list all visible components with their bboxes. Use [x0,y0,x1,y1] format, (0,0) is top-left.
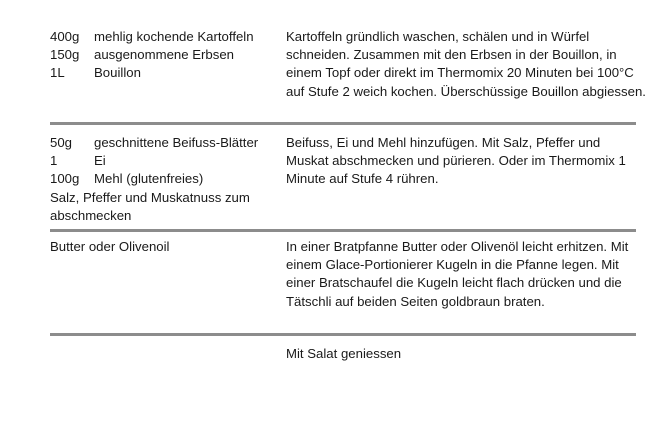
ingredient-quantity: 1 [50,153,58,169]
ingredient-quantity: 150g [50,47,80,63]
ingredient-row [50,152,278,170]
ingredient-quantity: 1L [50,65,65,81]
instruction-step: Beifuss, Ei und Mehl hinzufügen. Mit Salz, Pfeffer und Muskat abschmecken und pürieren. Oder im Thermomix 1 Minute auf Stufe 4 rühren. [286,135,626,187]
instruction-text [286,134,646,189]
ingredient-row [50,46,278,64]
section-divider [50,229,636,232]
ingredient-name: ausgenommene Erbsen [94,47,235,63]
instruction-text [286,238,646,311]
ingredient-name: Ei [94,153,106,169]
instruction-text [286,345,646,363]
section-divider [50,333,636,336]
ingredient-row [50,134,278,152]
ingredient-quantity: 100g [50,171,80,187]
instruction-step: Kartoffeln gründlich waschen, schälen und in Würfel schneiden. Zusammen mit den Erbsen in der Bouillon, in einem Topf oder direkt im Thermomix 20 Minuten bei 100°C auf Stufe 2 weich kochen. Überschüssige Bouillon abgiessen. [286,29,646,99]
ingredient-name: mehlig kochende Kartoffeln [94,29,254,44]
ingredient-quantity: 50g [50,135,73,150]
ingredient-name: geschnittene Beifuss-Blätter [94,135,259,150]
section-divider [50,122,636,125]
instruction-step: In einer Bratpfanne Butter oder Olivenöl leicht erhitzen. Mit einem Glace-Portionierer Kugeln in die Pfanne legen. Mit einer Bratschaufel die Kugeln leicht flach drücken und die Tätschli auf beiden Seiten goldbraun braten. [286,239,629,309]
ingredient-name: Bouillon [94,65,141,81]
ingredient-row [50,28,278,46]
ingredient-list [50,28,278,83]
instruction-text [286,28,646,101]
seasoning-note: Salz, Pfeffer und Muskatnuss zum abschmecken [50,189,250,223]
ingredient-row [50,64,278,82]
ingredient-list [50,134,278,225]
ingredient-name: Mehl (glutenfreies) [94,171,204,187]
ingredient-quantity: 400g [50,29,80,44]
instruction-step: Mit Salat geniessen [286,346,402,361]
ingredient-list [50,238,278,256]
ingredient-row [50,170,278,188]
frying-fat-note: Butter oder Olivenoil [50,239,170,254]
